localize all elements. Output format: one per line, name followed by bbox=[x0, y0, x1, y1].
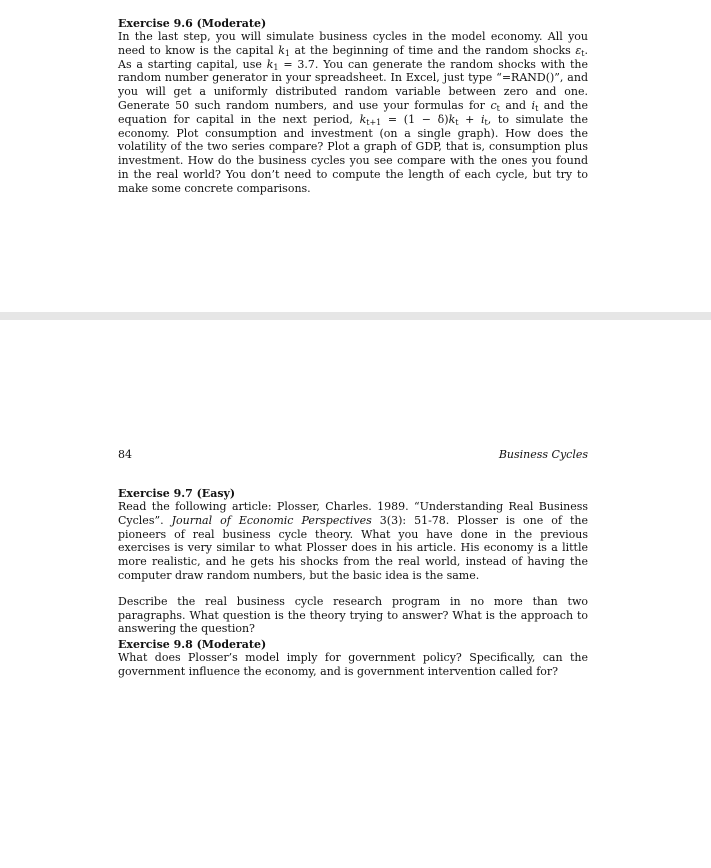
math-i: i bbox=[531, 98, 536, 112]
page-bottom bbox=[0, 320, 711, 868]
exercise-9-6 bbox=[118, 17, 588, 196]
equation-mid: = (1 − δ) bbox=[381, 112, 449, 126]
exercise-9-8 bbox=[118, 638, 588, 679]
journal-name: Journal of Economic Perspectives bbox=[171, 513, 372, 527]
math-k: k bbox=[266, 57, 274, 71]
text-segment: 3(3): 51-78. Plosser is one of the pioneers of real business cycle theory. What you have done in the previous exercises is very similar to what Plosser does in his article. His economy is a little more realistic, and he gets his shocks from the real world, instead of having the computer draw random numbers, but the basic idea is the same. bbox=[118, 513, 588, 582]
exercise-9-6-title: Exercise 9.6 (Moderate) bbox=[118, 17, 267, 30]
text-segment: In the last step, you will simulate business cycles in the model economy. All you need to know is the capital bbox=[118, 30, 588, 57]
exercise-9-7 bbox=[118, 487, 588, 636]
text-segment: Read the following article: Plosser, Charles. 1989. “Understanding Real Business Cycles”. bbox=[118, 500, 588, 527]
exercise-9-7-body bbox=[118, 500, 588, 583]
exercise-9-8-body: What does Plosser’s model imply for government policy? Specifically, can the government influence the economy, and is government intervention called for? bbox=[118, 651, 588, 678]
math-sub: t+1 bbox=[366, 117, 382, 127]
text-segment: and bbox=[499, 98, 532, 112]
chapter-title: Business Cycles bbox=[498, 448, 588, 461]
running-header bbox=[118, 448, 588, 461]
equation-i: i bbox=[481, 112, 485, 126]
math-sub: t bbox=[535, 103, 539, 113]
equation-plus: + bbox=[458, 112, 482, 126]
equation-k2: k bbox=[448, 112, 456, 126]
math-sub: 1 bbox=[273, 62, 279, 72]
math-k: k bbox=[278, 43, 285, 57]
page-number: 84 bbox=[118, 448, 132, 461]
exercise-9-8-title: Exercise 9.8 (Moderate) bbox=[118, 638, 267, 651]
text-segment: and the equation for capital in the next period, bbox=[118, 98, 588, 126]
math-sub: 1 bbox=[284, 48, 290, 58]
page-separator bbox=[0, 312, 711, 320]
text-segment: , to simulate the economy. Plot consumption and investment (on a single graph). How does the volatility of the two series compare? Plot a graph of GDP, that is, consumption plus investment. How do the business cycles you see compare with the ones you found in the real world? You don’t need to compute the length of each cycle, but try to make some concrete comparisons. bbox=[118, 112, 589, 195]
math-sub: t bbox=[484, 117, 488, 127]
text-segment: . As a starting capital, use bbox=[118, 43, 588, 71]
text-segment: at the beginning of time and the random shocks bbox=[289, 43, 576, 57]
math-sub: t bbox=[496, 103, 500, 113]
text-segment: = 3.7. You can generate the random shocks with the random number generator in your spreadsheet. In Excel, just type “=RAND()”, and you will get a uniformly distributed random variable between zero and one. Generate 50 such random numbers, and use your formulas for bbox=[118, 57, 588, 112]
exercise-9-6-body bbox=[118, 30, 588, 196]
page-top bbox=[0, 0, 711, 312]
exercise-9-7-title: Exercise 9.7 (Easy) bbox=[118, 487, 236, 500]
math-sub: t bbox=[581, 48, 585, 58]
math-epsilon: ε bbox=[575, 43, 582, 57]
equation-k: k bbox=[359, 112, 367, 126]
exercise-9-7-question: Describe the real business cycle research program in no more than two paragraphs. What question is the theory trying to answer? What is the approach to answering the question? bbox=[118, 594, 588, 636]
math-c: c bbox=[490, 98, 497, 112]
math-sub: t bbox=[455, 117, 459, 127]
